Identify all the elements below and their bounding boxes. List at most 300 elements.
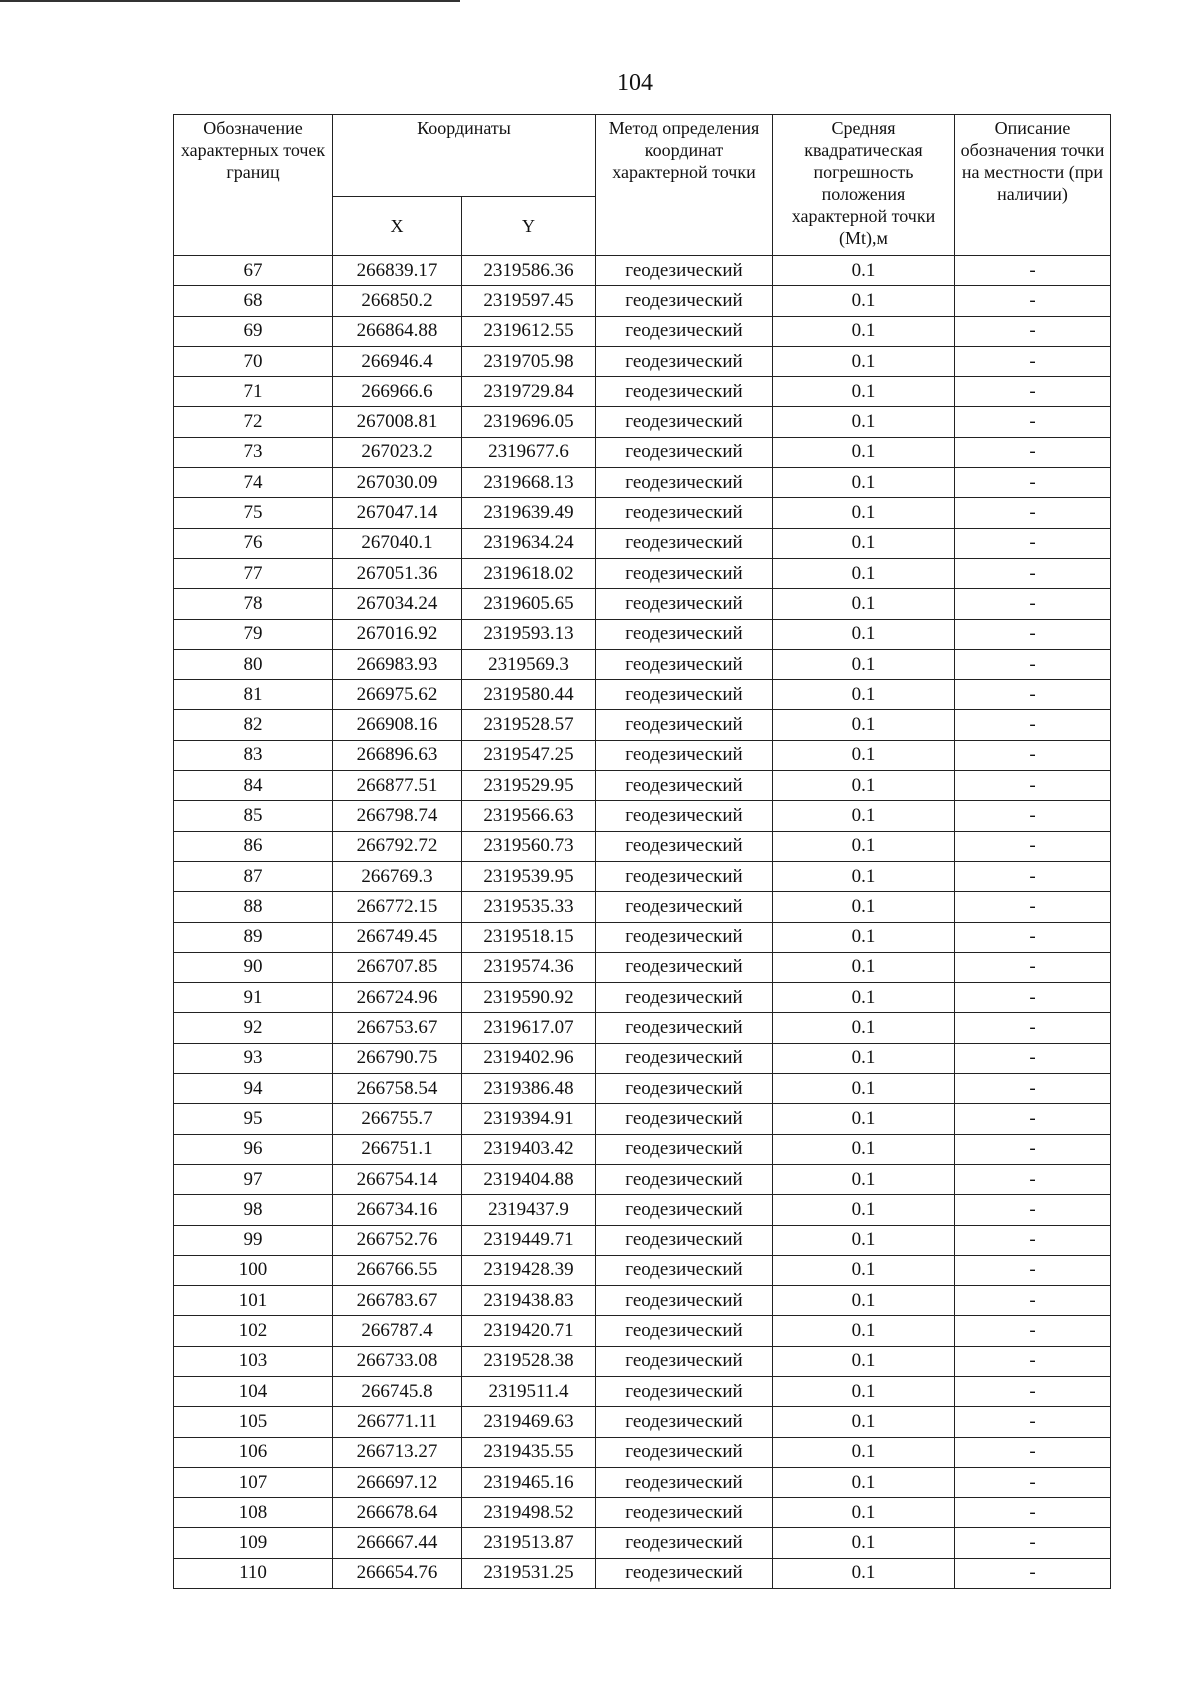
x-cell: 266754.14 [333,1164,462,1194]
method-cell: геодезический [596,1346,773,1376]
point-id-cell: 79 [174,619,333,649]
table-row [174,589,1111,619]
x-cell: 267023.2 [333,437,462,467]
table-row [174,1498,1111,1528]
y-cell: 2319617.07 [462,1013,596,1043]
method-cell: геодезический [596,1013,773,1043]
error-cell: 0.1 [773,649,955,679]
point-id-cell: 109 [174,1528,333,1558]
description-cell: - [955,1043,1111,1073]
point-id-cell: 91 [174,983,333,1013]
description-cell: - [955,983,1111,1013]
y-cell: 2319437.9 [462,1195,596,1225]
error-cell: 0.1 [773,468,955,498]
point-id-cell: 107 [174,1467,333,1497]
table-row [174,1558,1111,1588]
description-cell: - [955,1498,1111,1528]
method-cell: геодезический [596,1376,773,1406]
method-cell: геодезический [596,710,773,740]
error-cell: 0.1 [773,1013,955,1043]
description-cell: - [955,528,1111,558]
y-cell: 2319586.36 [462,256,596,286]
method-cell: геодезический [596,1467,773,1497]
description-cell: - [955,1255,1111,1285]
method-cell: геодезический [596,983,773,1013]
description-cell: - [955,1528,1111,1558]
error-cell: 0.1 [773,286,955,316]
error-cell: 0.1 [773,1134,955,1164]
page-number: 104 [617,70,653,96]
x-cell: 266975.62 [333,680,462,710]
error-cell: 0.1 [773,1225,955,1255]
method-cell: геодезический [596,1528,773,1558]
point-id-cell: 70 [174,346,333,376]
description-cell: - [955,771,1111,801]
x-cell: 266697.12 [333,1467,462,1497]
point-id-cell: 90 [174,952,333,982]
method-cell: геодезический [596,892,773,922]
description-cell: - [955,377,1111,407]
table-row [174,952,1111,982]
y-cell: 2319394.91 [462,1104,596,1134]
description-cell: - [955,346,1111,376]
description-cell: - [955,286,1111,316]
y-cell: 2319404.88 [462,1164,596,1194]
description-cell: - [955,498,1111,528]
y-cell: 2319639.49 [462,498,596,528]
description-cell: - [955,1164,1111,1194]
table-row [174,1316,1111,1346]
y-cell: 2319438.83 [462,1286,596,1316]
y-cell: 2319668.13 [462,468,596,498]
table-row [174,1528,1111,1558]
error-cell: 0.1 [773,589,955,619]
description-cell: - [955,1134,1111,1164]
table-row [174,407,1111,437]
error-cell: 0.1 [773,558,955,588]
x-cell: 266758.54 [333,1074,462,1104]
error-cell: 0.1 [773,1286,955,1316]
description-cell: - [955,680,1111,710]
method-cell: геодезический [596,498,773,528]
y-cell: 2319403.42 [462,1134,596,1164]
table-row [174,1286,1111,1316]
table-row [174,498,1111,528]
error-cell: 0.1 [773,346,955,376]
table-row [174,1104,1111,1134]
header-point-id: Обозначение характерных точек границ [174,115,333,256]
point-id-cell: 82 [174,710,333,740]
table-row [174,1074,1111,1104]
x-cell: 266896.63 [333,740,462,770]
x-cell: 267040.1 [333,528,462,558]
method-cell: геодезический [596,922,773,952]
description-cell: - [955,649,1111,679]
point-id-cell: 98 [174,1195,333,1225]
point-id-cell: 67 [174,256,333,286]
x-cell: 266713.27 [333,1437,462,1467]
method-cell: геодезический [596,437,773,467]
x-cell: 266724.96 [333,983,462,1013]
table-row [174,1225,1111,1255]
description-cell: - [955,1013,1111,1043]
description-cell: - [955,316,1111,346]
x-cell: 266790.75 [333,1043,462,1073]
coordinates-table [173,114,1111,1589]
method-cell: геодезический [596,1407,773,1437]
error-cell: 0.1 [773,316,955,346]
y-cell: 2319402.96 [462,1043,596,1073]
method-cell: геодезический [596,286,773,316]
table-row [174,1013,1111,1043]
error-cell: 0.1 [773,1437,955,1467]
method-cell: геодезический [596,407,773,437]
y-cell: 2319435.55 [462,1437,596,1467]
header-description: Описание обозначения точки на местности (при наличии) [955,115,1111,256]
error-cell: 0.1 [773,1558,955,1588]
y-cell: 2319386.48 [462,1074,596,1104]
table-row [174,1164,1111,1194]
method-cell: геодезический [596,1437,773,1467]
error-cell: 0.1 [773,1407,955,1437]
x-cell: 266678.64 [333,1498,462,1528]
method-cell: геодезический [596,1195,773,1225]
point-id-cell: 92 [174,1013,333,1043]
table-row [174,377,1111,407]
x-cell: 266839.17 [333,256,462,286]
table-row [174,437,1111,467]
scan-edge-line [0,0,460,2]
x-cell: 266745.8 [333,1376,462,1406]
method-cell: геодезический [596,649,773,679]
error-cell: 0.1 [773,1104,955,1134]
description-cell: - [955,1225,1111,1255]
error-cell: 0.1 [773,1195,955,1225]
x-cell: 266734.16 [333,1195,462,1225]
description-cell: - [955,1074,1111,1104]
table-row [174,528,1111,558]
method-cell: геодезический [596,256,773,286]
table-row [174,1043,1111,1073]
method-cell: геодезический [596,1134,773,1164]
x-cell: 266908.16 [333,710,462,740]
point-id-cell: 94 [174,1074,333,1104]
method-cell: геодезический [596,801,773,831]
header-y: Y [462,197,596,256]
x-cell: 266877.51 [333,771,462,801]
table-row [174,558,1111,588]
table-row [174,771,1111,801]
y-cell: 2319518.15 [462,922,596,952]
y-cell: 2319574.36 [462,952,596,982]
description-cell: - [955,468,1111,498]
error-cell: 0.1 [773,1528,955,1558]
y-cell: 2319535.33 [462,892,596,922]
x-cell: 266966.6 [333,377,462,407]
error-cell: 0.1 [773,1498,955,1528]
error-cell: 0.1 [773,922,955,952]
table-row [174,286,1111,316]
method-cell: геодезический [596,1104,773,1134]
table-row [174,256,1111,286]
table-row [174,710,1111,740]
error-cell: 0.1 [773,1074,955,1104]
description-cell: - [955,922,1111,952]
x-cell: 266769.3 [333,861,462,891]
error-cell: 0.1 [773,680,955,710]
x-cell: 266783.67 [333,1286,462,1316]
x-cell: 266751.1 [333,1134,462,1164]
description-cell: - [955,1104,1111,1134]
point-id-cell: 105 [174,1407,333,1437]
x-cell: 266771.11 [333,1407,462,1437]
point-id-cell: 75 [174,498,333,528]
description-cell: - [955,801,1111,831]
x-cell: 267047.14 [333,498,462,528]
y-cell: 2319531.25 [462,1558,596,1588]
y-cell: 2319528.57 [462,710,596,740]
header-x: X [333,197,462,256]
method-cell: геодезический [596,1498,773,1528]
table-row [174,922,1111,952]
description-cell: - [955,256,1111,286]
x-cell: 266850.2 [333,286,462,316]
point-id-cell: 95 [174,1104,333,1134]
point-id-cell: 99 [174,1225,333,1255]
description-cell: - [955,1467,1111,1497]
x-cell: 266772.15 [333,892,462,922]
description-cell: - [955,1195,1111,1225]
point-id-cell: 100 [174,1255,333,1285]
description-cell: - [955,437,1111,467]
method-cell: геодезический [596,1225,773,1255]
error-cell: 0.1 [773,377,955,407]
y-cell: 2319528.38 [462,1346,596,1376]
y-cell: 2319529.95 [462,771,596,801]
x-cell: 266667.44 [333,1528,462,1558]
method-cell: геодезический [596,771,773,801]
method-cell: геодезический [596,1316,773,1346]
point-id-cell: 78 [174,589,333,619]
description-cell: - [955,589,1111,619]
error-cell: 0.1 [773,952,955,982]
x-cell: 266787.4 [333,1316,462,1346]
method-cell: геодезический [596,831,773,861]
table-row [174,1346,1111,1376]
y-cell: 2319729.84 [462,377,596,407]
point-id-cell: 93 [174,1043,333,1073]
x-cell: 266707.85 [333,952,462,982]
point-id-cell: 89 [174,922,333,952]
method-cell: геодезический [596,468,773,498]
description-cell: - [955,407,1111,437]
description-cell: - [955,1346,1111,1376]
point-id-cell: 73 [174,437,333,467]
point-id-cell: 97 [174,1164,333,1194]
method-cell: геодезический [596,952,773,982]
description-cell: - [955,740,1111,770]
method-cell: геодезический [596,377,773,407]
x-cell: 267051.36 [333,558,462,588]
y-cell: 2319498.52 [462,1498,596,1528]
point-id-cell: 87 [174,861,333,891]
y-cell: 2319705.98 [462,346,596,376]
method-cell: геодезический [596,1074,773,1104]
point-id-cell: 88 [174,892,333,922]
description-cell: - [955,619,1111,649]
method-cell: геодезический [596,528,773,558]
point-id-cell: 83 [174,740,333,770]
error-cell: 0.1 [773,710,955,740]
error-cell: 0.1 [773,892,955,922]
point-id-cell: 106 [174,1437,333,1467]
x-cell: 266752.76 [333,1225,462,1255]
method-cell: геодезический [596,346,773,376]
error-cell: 0.1 [773,740,955,770]
point-id-cell: 74 [174,468,333,498]
point-id-cell: 72 [174,407,333,437]
method-cell: геодезический [596,1043,773,1073]
point-id-cell: 84 [174,771,333,801]
table-row [174,1467,1111,1497]
y-cell: 2319465.16 [462,1467,596,1497]
table-row [174,861,1111,891]
x-cell: 266792.72 [333,831,462,861]
y-cell: 2319618.02 [462,558,596,588]
table-row [174,1195,1111,1225]
x-cell: 267008.81 [333,407,462,437]
table-row [174,1437,1111,1467]
error-cell: 0.1 [773,861,955,891]
y-cell: 2319513.87 [462,1528,596,1558]
description-cell: - [955,1286,1111,1316]
x-cell: 267030.09 [333,468,462,498]
error-cell: 0.1 [773,1255,955,1285]
table-row [174,316,1111,346]
method-cell: геодезический [596,589,773,619]
x-cell: 266946.4 [333,346,462,376]
error-cell: 0.1 [773,1043,955,1073]
table-row [174,892,1111,922]
point-id-cell: 86 [174,831,333,861]
table-row [174,831,1111,861]
x-cell: 266749.45 [333,922,462,952]
y-cell: 2319597.45 [462,286,596,316]
method-cell: геодезический [596,680,773,710]
error-cell: 0.1 [773,1316,955,1346]
error-cell: 0.1 [773,831,955,861]
error-cell: 0.1 [773,771,955,801]
y-cell: 2319560.73 [462,831,596,861]
x-cell: 267016.92 [333,619,462,649]
point-id-cell: 104 [174,1376,333,1406]
table-row [174,1407,1111,1437]
point-id-cell: 81 [174,680,333,710]
y-cell: 2319634.24 [462,528,596,558]
method-cell: геодезический [596,1286,773,1316]
error-cell: 0.1 [773,983,955,1013]
y-cell: 2319605.65 [462,589,596,619]
description-cell: - [955,892,1111,922]
error-cell: 0.1 [773,1164,955,1194]
table-row [174,346,1111,376]
y-cell: 2319539.95 [462,861,596,891]
x-cell: 266983.93 [333,649,462,679]
error-cell: 0.1 [773,619,955,649]
error-cell: 0.1 [773,437,955,467]
method-cell: геодезический [596,619,773,649]
point-id-cell: 96 [174,1134,333,1164]
y-cell: 2319469.63 [462,1407,596,1437]
x-cell: 266798.74 [333,801,462,831]
description-cell: - [955,1407,1111,1437]
description-cell: - [955,710,1111,740]
x-cell: 266766.55 [333,1255,462,1285]
error-cell: 0.1 [773,498,955,528]
table-row [174,983,1111,1013]
point-id-cell: 68 [174,286,333,316]
y-cell: 2319566.63 [462,801,596,831]
y-cell: 2319511.4 [462,1376,596,1406]
point-id-cell: 76 [174,528,333,558]
table-row [174,468,1111,498]
point-id-cell: 71 [174,377,333,407]
method-cell: геодезический [596,1164,773,1194]
y-cell: 2319593.13 [462,619,596,649]
method-cell: геодезический [596,1255,773,1285]
x-cell: 266654.76 [333,1558,462,1588]
header-error: Средняя квадратическая погрешность положения характерной точки (Mt),м [773,115,955,256]
y-cell: 2319449.71 [462,1225,596,1255]
error-cell: 0.1 [773,1346,955,1376]
method-cell: геодезический [596,1558,773,1588]
description-cell: - [955,952,1111,982]
table-row [174,801,1111,831]
table-row [174,680,1111,710]
y-cell: 2319677.6 [462,437,596,467]
table-header [174,115,1111,256]
x-cell: 266864.88 [333,316,462,346]
point-id-cell: 110 [174,1558,333,1588]
method-cell: геодезический [596,558,773,588]
error-cell: 0.1 [773,1376,955,1406]
description-cell: - [955,1558,1111,1588]
method-cell: геодезический [596,861,773,891]
error-cell: 0.1 [773,528,955,558]
y-cell: 2319569.3 [462,649,596,679]
point-id-cell: 77 [174,558,333,588]
y-cell: 2319612.55 [462,316,596,346]
description-cell: - [955,558,1111,588]
header-coordinates: Координаты [333,115,596,197]
table-body [174,256,1111,1589]
y-cell: 2319547.25 [462,740,596,770]
point-id-cell: 101 [174,1286,333,1316]
y-cell: 2319696.05 [462,407,596,437]
table-row [174,1376,1111,1406]
x-cell: 267034.24 [333,589,462,619]
description-cell: - [955,1316,1111,1346]
error-cell: 0.1 [773,801,955,831]
y-cell: 2319580.44 [462,680,596,710]
x-cell: 266755.7 [333,1104,462,1134]
header-method: Метод определения координат характерной точки [596,115,773,256]
error-cell: 0.1 [773,407,955,437]
table-row [174,740,1111,770]
x-cell: 266753.67 [333,1013,462,1043]
error-cell: 0.1 [773,256,955,286]
description-cell: - [955,831,1111,861]
